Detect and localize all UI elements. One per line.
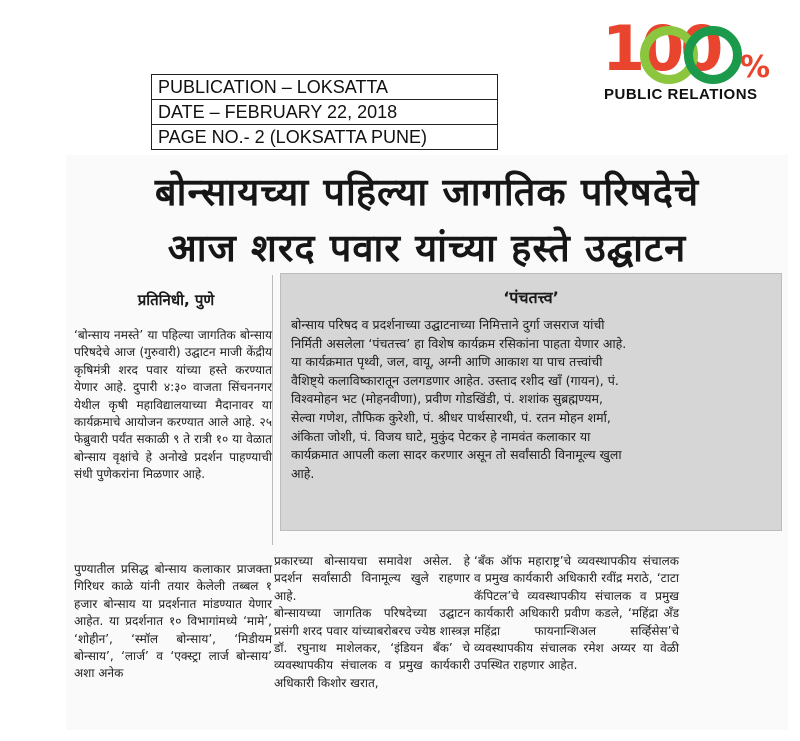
logo-ring-dark [684, 26, 742, 84]
sidebar-box [280, 273, 782, 531]
headline-line-1: बोन्सायच्या पहिल्या जागतिक परिषदेचे [154, 170, 700, 214]
date-row: DATE – FEBRUARY 22, 2018 [152, 100, 497, 125]
paragraph: बोन्सायच्या जागतिक परिषदेच्या उद्घाटन प्रसंगी शरद पवार यांच्याबरोबरच ज्येष्ठ शास्त्रज्ञ डॉ. रघुनाथ माशेलकर, ‘इंडियन बँक’ चे व्यवस्थापकीय संचालक व प्रमुख कार्यकारी अधिकारी किशोर खरात, [274, 606, 470, 690]
headline-line-2: आज शरद पवार यांच्या हस्ते उद्घाटन [167, 226, 687, 270]
paragraph: ‘बोन्साय नमस्ते’ या पहिल्या जागतिक बोन्साय परिषदेचे आज (गुरुवारी) उद्घाटन माजी केंद्रीय कृषिमंत्री शरद पवार यांच्या हस्ते करण्यात येणार आहे. दुपारी ४:३० वाजता सिंचननगर येथील कृषी महाविद्यालयाच्या मैदानावर या कार्यक्रमाचे आयोजन करण्यात आले आहे. २५ फेब्रुवारी पर्यंत सकाळी ९ ते रात्री १० या वेळात बोन्साय वृक्षांचे हे अनोखे प्रदर्शन पाहण्याची संधी पुणेकरांना मिळणार आहे. [74, 328, 272, 482]
logo-percent: % [740, 50, 771, 85]
article-column-2 [274, 553, 470, 692]
article-column-1 [74, 327, 272, 484]
logo-tagline: PUBLIC RELATIONS [604, 86, 758, 103]
column-divider [272, 275, 273, 545]
page-row: PAGE NO.- 2 (LOKSATTA PUNE) [158, 127, 428, 147]
company-logo [600, 14, 780, 104]
paragraph: पुण्यातील प्रसिद्ध बोन्साय कलाकार प्राजक्ता गिरिधर काळे यांनी तयार केलेली तब्बल १ हजार बोन्साय या प्रदर्शनात मांडण्यात येणार आहेत. या प्रदर्शनात १० विभागांमध्ये ‘मामे’, ‘शोहीन’, ‘स्मॉल बोन्साय’, ‘मिडीयम बोन्साय’, ‘लार्ज’ व ‘एक्स्ट्रा लार्ज बोन्साय’ अशा अनेक [74, 562, 272, 681]
sidebar-box-body: बोन्साय परिषद व प्रदर्शनाच्या उद्घाटनाच्या निमित्ताने दुर्गा जसराज यांची निर्मिती असलेला ‘पंचतत्त्व’ हा विशेष कार्यक्रम रसिकांना पाहता येणार आहे. या कार्यक्रमात पृथ्वी, जल, वायू, अग्नी आणि आकाश या पाच तत्त्वांची वैशिष्ट्ये कलाविष्कारातून उलगडणार आहेत. उस्ताद रशीद खाँ (गायन), पं. विश्वमोहन भट (मोहनवीणा), प्रवीण गोडखिंडी, पं. शशांक सुब्रह्मण्यम, सेल्वा गणेश, तौफिक कुरेशी, पं. श्रीधर पार्थसारथी, पं. रतन मोहन शर्मा, अंकिता जोशी, पं. विजय घाटे, मुकुंद पेटकर हे नामवंत कलाकार या कार्यक्रमात आपली कला सादर करणार असून तो सर्वांसाठी विनामूल्य खुला आहे. [291, 317, 627, 481]
byline: प्रतिनिधी, पुणे [137, 291, 215, 309]
logo-number: 100 [602, 12, 720, 85]
article-column-3 [474, 553, 679, 675]
newspaper-clipping [66, 155, 788, 730]
publication-info-table [151, 74, 498, 150]
paragraph: प्रकारच्या बोन्सायचा समावेश असेल. हे प्रदर्शन सर्वांसाठी विनामूल्य खुले राहणार आहे. [274, 554, 470, 603]
article-column-1-continued [74, 561, 272, 683]
publication-row: PUBLICATION – LOKSATTA [152, 75, 497, 100]
paragraph: ‘बँक ऑफ महाराष्ट्र’चे व्यवस्थापकीय संचालक व प्रमुख कार्यकारी अधिकारी रवींद्र मराठे, ‘टाटा कॅपिटल’चे व्यवस्थापकीय संचालक व प्रमुख कार्यकारी अधिकारी प्रवीण कडले, ‘महिंद्रा अँड महिंद्रा फायनान्शिअल सर्व्हिसेस’चे व्यवस्थापकीय संचालक रमेश अय्यर या वेळी उपस्थित राहणार आहेत. [474, 554, 679, 673]
sidebar-box-title: ‘पंचतत्त्व’ [503, 288, 559, 307]
